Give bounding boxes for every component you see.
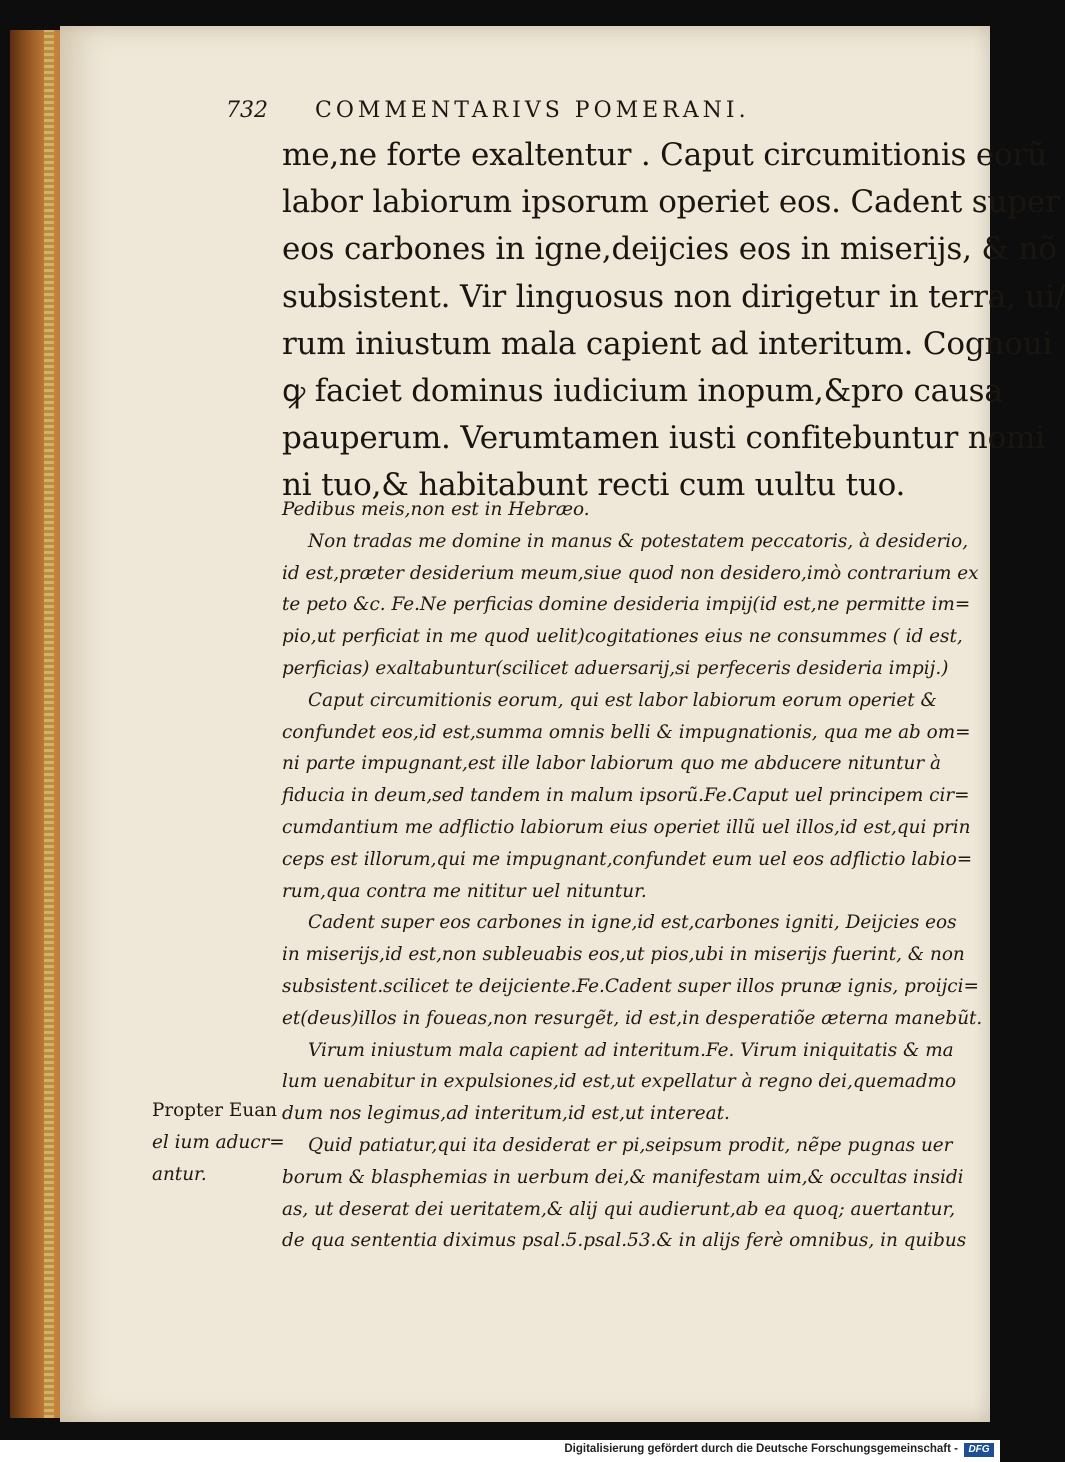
margin-note <box>152 1095 284 1190</box>
commentary-line: dum nos legimus,ad interitum,id est,ut intereat. <box>282 1103 730 1125</box>
commentary-line: subsistent.scilicet te deijciente.Fe.Cadent super illos prunæ ignis, proijci= <box>282 975 979 997</box>
commentary-line: Cadent super eos carbones in igne,id est,carbones igniti, Deijcies eos <box>308 912 957 934</box>
dfg-logo: DFG <box>964 1443 994 1457</box>
commentary-line: as, ut deserat dei ueritatem,& alij qui audierunt,ab ea quoq; auertantur, <box>282 1198 956 1220</box>
gilt-edge <box>44 30 54 1418</box>
commentary-line: de qua sententia diximus psal.5.psal.53.& in alijs ferè omnibus, in quibus <box>282 1230 967 1252</box>
commentary-line: et(deus)illos in foueas,non resurgẽt, id est,in desperatiõe æterna manebũt. <box>282 1007 983 1029</box>
running-title: COMMENTARIVS POMERANI. <box>315 98 750 123</box>
commentary-line: borum & blasphemias in uerbum dei,& manifestam uim,& occultas insidi <box>282 1166 964 1188</box>
psalm-line: labor labiorum ipsorum operiet eos. Cadent super <box>282 184 1060 221</box>
psalm-line: subsistent. Vir linguosus non dirigetur in terra, ui/ <box>282 278 1065 315</box>
running-header <box>226 98 826 123</box>
commentary-line: lum uenabitur in expulsiones,id est,ut expellatur à regno dei,quemadmo <box>282 1071 957 1093</box>
commentary-line: perficias) exaltabuntur(scilicet aduersarij,si perfeceris desideria impij.) <box>282 657 949 679</box>
credit-text: Digitalisierung gefördert durch die Deutsche Forschungsgemeinschaft - <box>564 1443 958 1455</box>
psalm-line: ꝙ faciet dominus iudicium inopum,&pro causa <box>282 373 1003 410</box>
commentary-line: ni parte impugnant,est ille labor labiorum quo me abducere nituntur à <box>282 753 941 775</box>
commentary-line: Virum iniustum mala capient ad interitum.Fe. Virum iniquitatis & ma <box>308 1039 954 1061</box>
commentary-line: Non tradas me domine in manus & potestatem peccatoris, à desiderio, <box>308 530 969 552</box>
margin-note-line: Propter Euan <box>152 1100 277 1121</box>
margin-note-line: antur. <box>152 1163 207 1185</box>
commentary-text <box>282 494 983 1257</box>
commentary-line: id est,præter desiderium meum,siue quod non desidero,imò contrarium ex <box>282 562 979 584</box>
psalm-line: rum iniustum mala capient ad interitum. Cognoui <box>282 325 1053 362</box>
margin-note-line: el ium aducr= <box>152 1131 285 1153</box>
credit-bar <box>0 1440 1000 1462</box>
commentary-line: Quid patiatur,qui ita desiderat er pi,seipsum prodit, nẽpe pugnas uer <box>308 1134 953 1156</box>
commentary-line: in miserijs,id est,non subleuabis eos,ut pios,ubi in miserijs fuerint, & non <box>282 944 965 966</box>
commentary-line: fiducia in deum,sed tandem in malum ipsorũ.Fe.Caput uel principem cir= <box>282 785 970 807</box>
page-number: 732 <box>226 98 268 123</box>
psalm-text <box>282 132 1065 510</box>
commentary-line: rum,qua contra me nititur uel nituntur. <box>282 880 647 902</box>
commentary-line: te peto &c. Fe.Ne perficias domine desideria impij(id est,ne permitte im= <box>282 594 971 616</box>
psalm-line: pauperum. Verumtamen iusti confitebuntur nomi <box>282 420 1045 457</box>
commentary-line: Pedibus meis,non est in Hebræo. <box>282 499 590 520</box>
psalm-line: me,ne forte exaltentur . Caput circumitionis eorũ <box>282 137 1047 173</box>
commentary-line: ceps est illorum,qui me impugnant,confundet eum uel eos adflictio labio= <box>282 848 973 870</box>
commentary-line: cumdantium me adflictio labiorum eius operiet illũ uel illos,id est,qui prin <box>282 816 971 838</box>
commentary-line: Caput circumitionis eorum, qui est labor labiorum eorum operiet & <box>308 689 937 711</box>
psalm-line: eos carbones in igne,deijcies eos in miserijs, & nõ <box>282 231 1057 268</box>
psalm-line: ni tuo,& habitabunt recti cum uultu tuo. <box>282 467 906 504</box>
commentary-line: pio,ut perficiat in me quod uelit)cogitationes eius ne consummes ( id est, <box>282 626 963 648</box>
commentary-line: confundet eos,id est,summa omnis belli & impugnationis, qua me ab om= <box>282 721 971 743</box>
